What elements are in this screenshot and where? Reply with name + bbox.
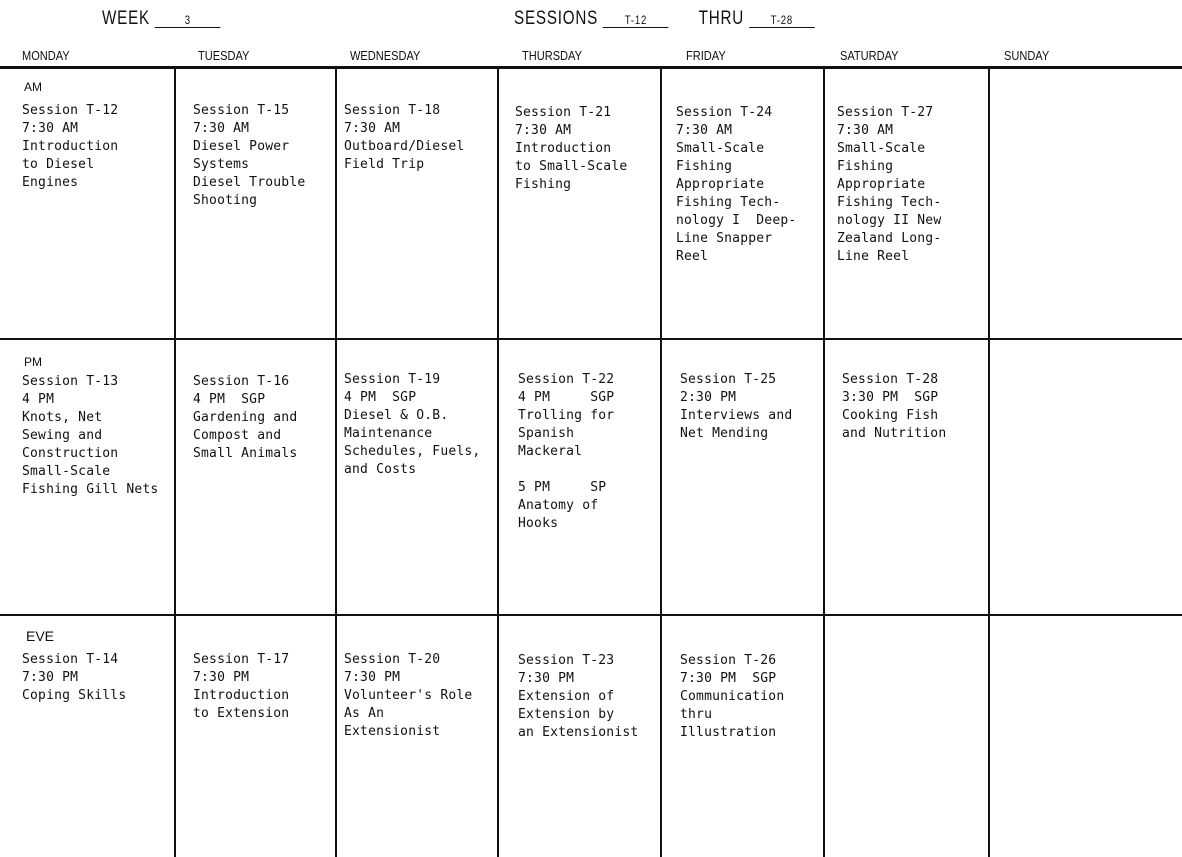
session-cell-mon-am: Session T-12 7:30 AM Introduction to Diesel Engines [22, 103, 119, 190]
session-cell-sat-am: Session T-27 7:30 AM Small-Scale Fishing Appropriate Fishing Tech- nology II New Zealand Long- Line Reel [837, 105, 942, 264]
day-header-row [0, 44, 1182, 64]
session-cell-wed-pm: Session T-19 4 PM SGP Diesel & O.B. Maintenance Schedules, Fuels, and Costs [344, 372, 481, 477]
day-tuesday: TUESDAY [198, 48, 250, 63]
week-field [102, 8, 221, 30]
session-cell-sat-pm: Session T-28 3:30 PM SGP Cooking Fish and Nutrition [842, 372, 947, 441]
day-monday: MONDAY [22, 48, 70, 63]
session-cell-thu-am: Session T-21 7:30 AM Introduction to Small-Scale Fishing [515, 105, 628, 192]
row-label-am: AM [24, 80, 42, 94]
am-pm-divider [0, 338, 1182, 340]
day-sunday: SUNDAY [1004, 48, 1050, 63]
column-divider [988, 66, 990, 857]
session-cell-tue-pm: Session T-16 4 PM SGP Gardening and Compost and Small Animals [193, 374, 298, 461]
row-label-pm: PM [24, 355, 42, 369]
session-cell-fri-am: Session T-24 7:30 AM Small-Scale Fishing Appropriate Fishing Tech- nology I Deep- Line Snapper Reel [676, 105, 797, 264]
sessions-to: T-28 [749, 13, 815, 28]
session-cell-thu-eve: Session T-23 7:30 PM Extension of Extension by an Extensionist [518, 653, 639, 740]
day-friday: FRIDAY [686, 48, 726, 63]
session-cell-wed-eve: Session T-20 7:30 PM Volunteer's Role As An Extensionist [344, 652, 473, 739]
session-cell-mon-pm: Session T-13 4 PM Knots, Net Sewing and Construction Small-Scale Fishing Gill Nets [22, 374, 159, 497]
thru-label: THRU [698, 8, 745, 29]
sessions-range [514, 8, 815, 30]
column-divider [823, 66, 825, 857]
session-cell-thu-pm: Session T-22 4 PM SGP Trolling for Spanish Mackeral 5 PM SP Anatomy of Hooks [518, 372, 615, 531]
pm-eve-divider [0, 614, 1182, 616]
day-saturday: SATURDAY [840, 48, 899, 63]
week-value: 3 [155, 13, 221, 28]
session-cell-fri-eve: Session T-26 7:30 PM SGP Communication thru Illustration [680, 653, 785, 740]
sessions-label: SESSIONS [514, 8, 599, 29]
header-rule [0, 66, 1182, 69]
column-divider [335, 66, 337, 857]
day-thursday: THURSDAY [522, 48, 582, 63]
column-divider [497, 66, 499, 857]
session-cell-wed-am: Session T-18 7:30 AM Outboard/Diesel Field Trip [344, 103, 465, 172]
column-divider [174, 66, 176, 857]
row-label-eve: EVE [26, 628, 55, 644]
session-cell-fri-pm: Session T-25 2:30 PM Interviews and Net Mending [680, 372, 793, 441]
column-divider [660, 66, 662, 857]
day-wednesday: WEDNESDAY [350, 48, 421, 63]
session-cell-tue-eve: Session T-17 7:30 PM Introduction to Extension [193, 652, 290, 721]
sessions-from: T-12 [603, 13, 669, 28]
session-cell-tue-am: Session T-15 7:30 AM Diesel Power Systems Diesel Trouble Shooting [193, 103, 306, 208]
week-label: WEEK [102, 8, 150, 29]
session-cell-mon-eve: Session T-14 7:30 PM Coping Skills [22, 652, 127, 703]
